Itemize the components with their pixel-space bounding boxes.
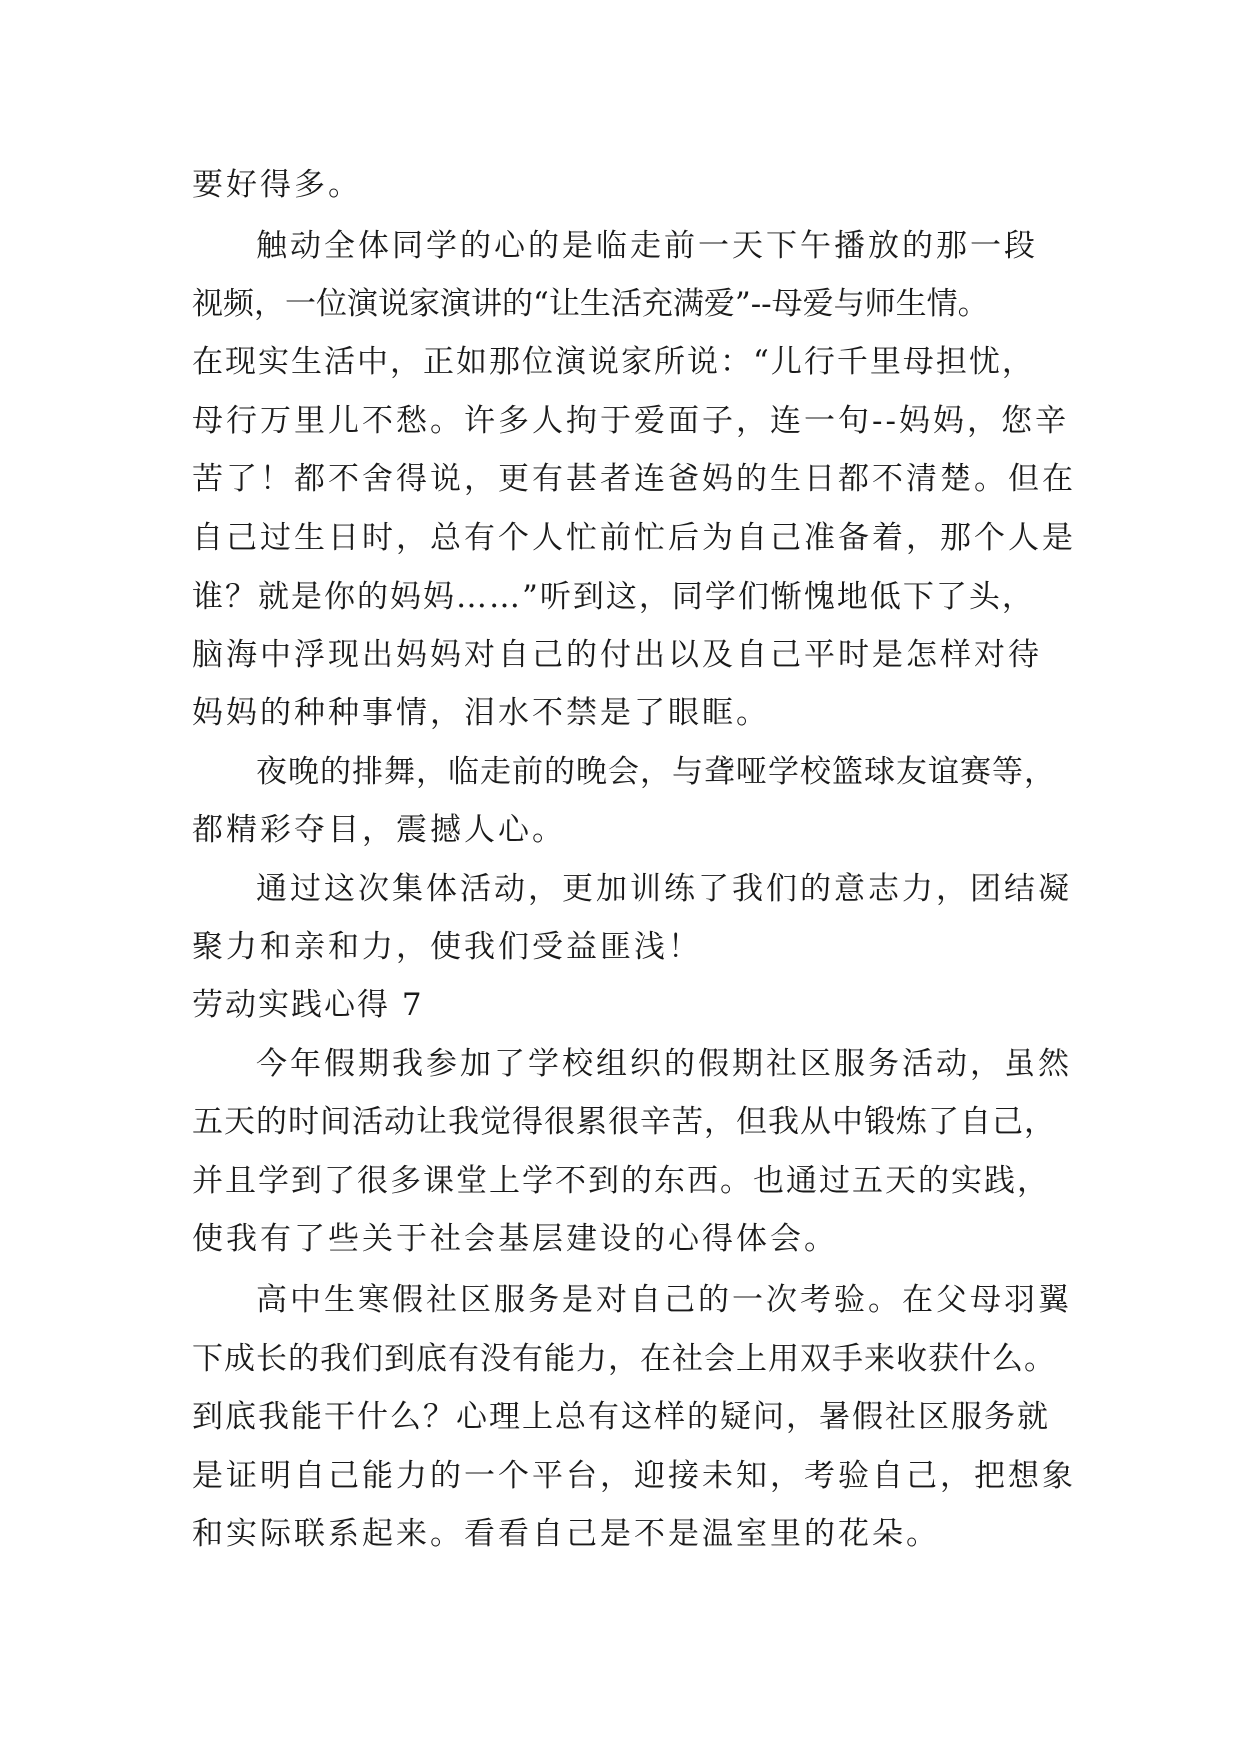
text-line: 并且学到了很多课堂上学不到的东西。也通过五天的实践， <box>192 1163 1050 1199</box>
text-line: 要好得多。 <box>192 167 362 203</box>
text-line: 使我有了些关于社会基层建设的心得体会。 <box>192 1221 838 1257</box>
paragraph-start-line: 触动全体同学的心的是临走前一天下午播放的那一段 <box>256 228 1038 264</box>
paragraph-start-line: 夜晚的排舞，临走前的晚会，与聋哑学校篮球友谊赛等， <box>256 754 1056 790</box>
text-line: 在现实生活中，正如那位演说家所说：“儿行千里母担忧， <box>192 344 1035 380</box>
text-line: 脑海中浮现出妈妈对自己的付出以及自己平时是怎样对待 <box>192 637 1042 673</box>
section-heading: 劳动实践心得 7 <box>192 987 424 1023</box>
text-line: 都精彩夺目，震撼人心。 <box>192 812 566 848</box>
text-line: 谁？就是你的妈妈……”听到这，同学们惭愧地低下了头， <box>192 579 1035 615</box>
text-line: 苦了！都不舍得说，更有甚者连爸妈的生日都不清楚。但在 <box>192 461 1076 497</box>
text-line: 是证明自己能力的一个平台，迎接未知，考验自己，把想象 <box>192 1458 1076 1494</box>
text-line: 到底我能干什么？心理上总有这样的疑问，暑假社区服务就 <box>192 1399 1050 1435</box>
paragraph-start-line: 通过这次集体活动，更加训练了我们的意志力，团结凝 <box>256 871 1072 907</box>
text-line: 自己过生日时，总有个人忙前忙后为自己准备着，那个人是 <box>192 520 1076 556</box>
text-line: 聚力和亲和力，使我们受益匪浅！ <box>192 929 702 965</box>
text-line: 视频，一位演说家演讲的“让生活充满爱”--母爱与师生情。 <box>192 286 989 322</box>
text-line: 下成长的我们到底有没有能力，在社会上用双手来收获什么。 <box>192 1341 1056 1377</box>
paragraph-start-line: 今年假期我参加了学校组织的假期社区服务活动，虽然 <box>256 1046 1072 1082</box>
paragraph-start-line: 高中生寒假社区服务是对自己的一次考验。在父母羽翼 <box>256 1282 1072 1318</box>
text-line: 五天的时间活动让我觉得很累很辛苦，但我从中锻炼了自己， <box>192 1104 1056 1140</box>
text-line: 妈妈的种种事情，泪水不禁是了眼眶。 <box>192 695 770 731</box>
text-line: 母行万里儿不愁。许多人拘于爱面子，连一句--妈妈，您辛 <box>192 403 1069 439</box>
text-line: 和实际联系起来。看看自己是不是温室里的花朵。 <box>192 1516 940 1552</box>
